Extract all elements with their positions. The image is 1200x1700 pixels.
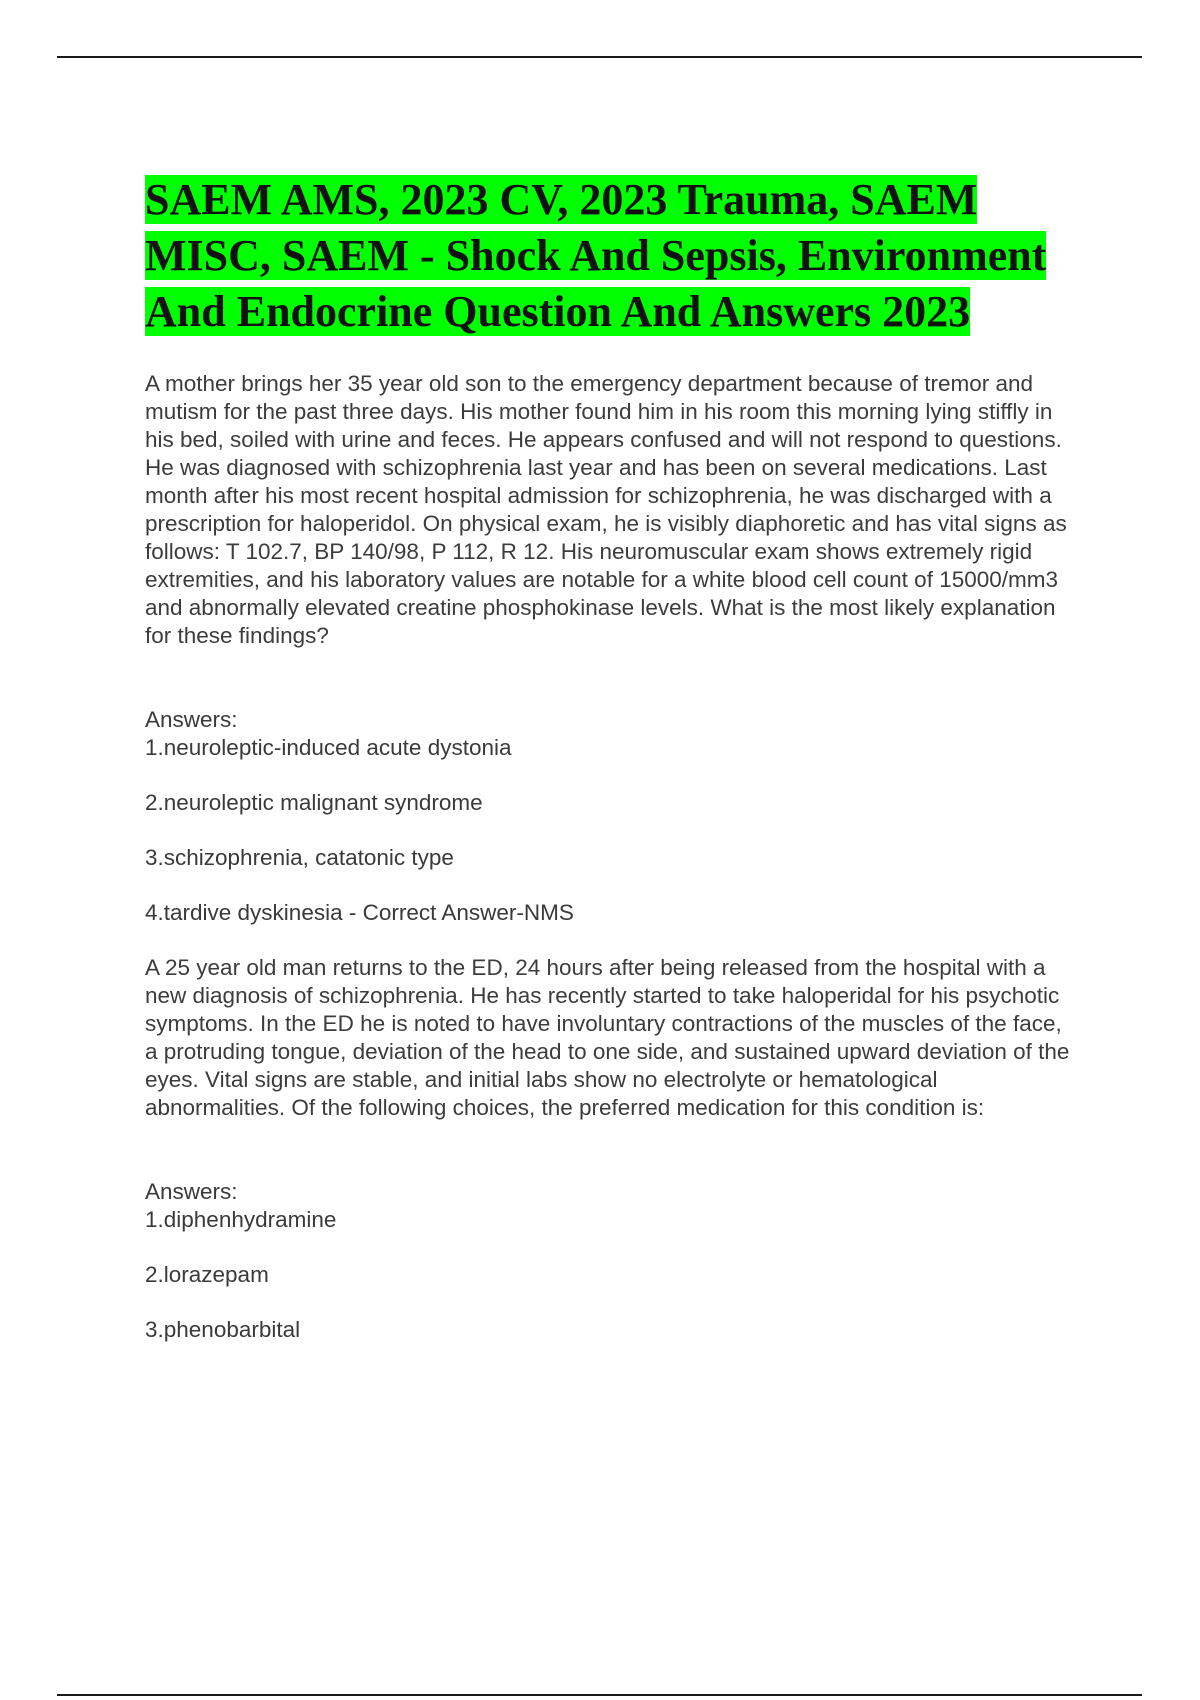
question-1-answers-label: Answers:: [145, 707, 238, 732]
question-1-option-3: 3.schizophrenia, catatonic type: [145, 845, 454, 870]
question-1-option-1: 1.neuroleptic-induced acute dystonia: [145, 735, 512, 760]
top-rule: [57, 56, 1142, 58]
question-1-option-4: 4.tardive dyskinesia - Correct Answer-NMS: [145, 900, 574, 925]
question-2-option-1: 1.diphenhydramine: [145, 1207, 337, 1232]
question-2-answers-label: Answers:: [145, 1179, 238, 1204]
question-1-text: A mother brings her 35 year old son to the emergency department because of tremor and mutism for the past three days. His mother found him in his room this morning lying stiffly in his bed, soiled with urine and feces. He appears confused and will not respond to questions. He was diagnosed with schizophrenia last year and has been on several medications. Last month after his most recent hospital admission for schizophrenia, he was discharged with a prescription for haloperidol. On physical exam, he is visibly diaphoretic and has vital signs as follows: T 102.7, BP 140/98, P 112, R 12. His neuromuscular exam shows extremely rigid extremities, and his laboratory values are notable for a white blood cell count of 15000/mm3 and abnormally elevated creatine phosphokinase levels. What is the most likely explanation for these findings?: [145, 371, 1067, 648]
question-2-option-2: 2.lorazepam: [145, 1262, 269, 1287]
question-1: [145, 370, 1080, 927]
document-title: [145, 172, 1080, 340]
question-2-options: [145, 1206, 1080, 1344]
question-2-text: A 25 year old man returns to the ED, 24 hours after being released from the hospital with a new diagnosis of schizophrenia. He has recently started to take haloperidal for his psychotic symptoms. In the ED he is noted to have involuntary contractions of the muscles of the face, a protruding tongue, deviation of the head to one side, and sustained upward deviation of the eyes. Vital signs are stable, and initial labs show no electrolyte or hematological abnormalities. Of the following choices, the preferred medication for this condition is:: [145, 955, 1070, 1120]
bottom-rule: [57, 1694, 1142, 1696]
document-body: [145, 172, 1080, 1344]
title-highlight: SAEM AMS, 2023 CV, 2023 Trauma, SAEM MISC, SAEM - Shock And Sepsis, Environment And Endocrine Question And Answers 2023: [145, 175, 1047, 336]
question-1-options: [145, 734, 1080, 927]
question-1-option-2: 2.neuroleptic malignant syndrome: [145, 790, 483, 815]
question-2-option-3: 3.phenobarbital: [145, 1317, 301, 1342]
question-2: [145, 954, 1080, 1344]
